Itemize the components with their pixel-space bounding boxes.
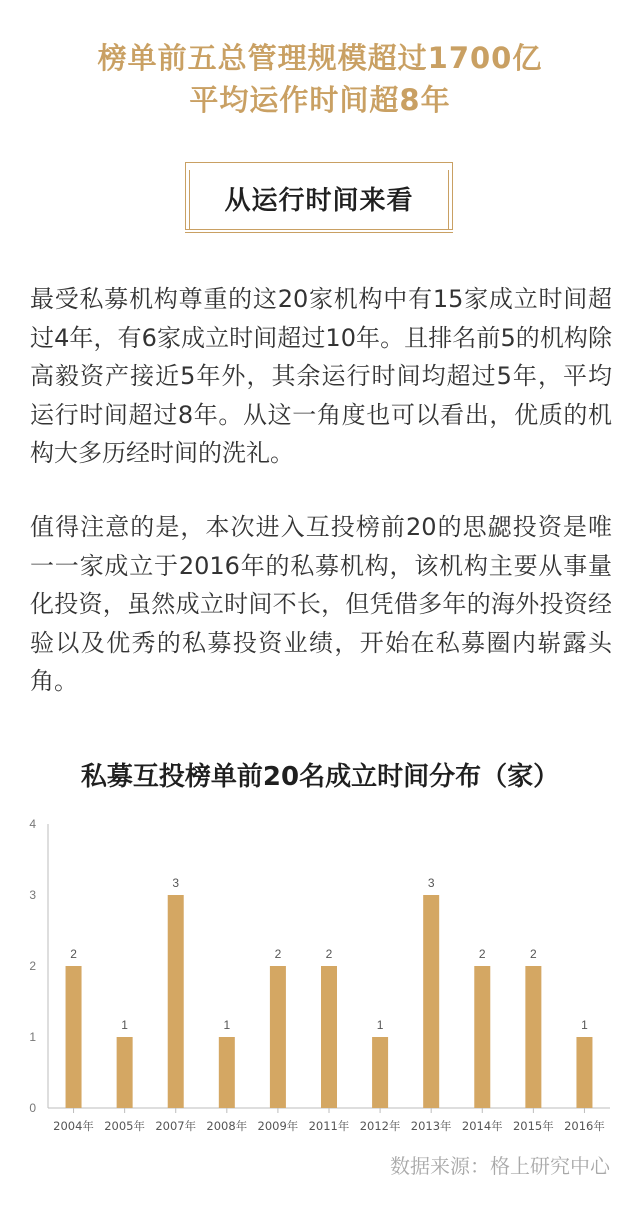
y-tick-label: 1 <box>29 1030 36 1044</box>
bar <box>321 966 337 1108</box>
bar-value-label: 2 <box>70 947 77 961</box>
bar <box>66 966 82 1108</box>
x-tick-label: 2015年 <box>512 1119 554 1133</box>
bar <box>117 1037 133 1108</box>
x-tick-label: 2011年 <box>308 1119 350 1133</box>
headline-line-2: 平均运作时间超8年 <box>189 83 451 117</box>
paragraph-2: 值得注意的是，本次进入互投榜前20的思勰投资是唯一一家成立于2016年的私募机构，该机构主要从事量化投资，虽然成立时间不长，但凭借多年的海外投资经验以及优秀的私募投资业绩，开始在私募圈内崭露头角。 <box>30 513 612 695</box>
x-tick-label: 2014年 <box>461 1119 503 1133</box>
chart-title: 私募互投榜单前20名成立时间分布（家） <box>80 762 560 792</box>
y-tick-label: 0 <box>29 1101 36 1115</box>
bar-value-label: 3 <box>427 876 435 890</box>
x-tick-label: 2016年 <box>564 1119 605 1133</box>
bar-value-label: 1 <box>121 1018 128 1032</box>
bar <box>219 1037 235 1108</box>
bar <box>270 966 286 1108</box>
bar <box>474 966 490 1108</box>
bar <box>525 966 541 1108</box>
bar-value-label: 2 <box>530 947 537 961</box>
data-source: 数据来源：格上研究中心 <box>390 1154 610 1178</box>
x-tick-label: 2013年 <box>410 1119 452 1133</box>
bar-value-label: 2 <box>478 947 486 961</box>
x-tick-label: 2008年 <box>206 1119 248 1133</box>
bar-value-label: 1 <box>223 1018 231 1032</box>
x-tick-label: 2005年 <box>104 1119 146 1133</box>
bar <box>168 895 184 1108</box>
section-title: 从运行时间来看 <box>224 186 414 216</box>
headline-line-1: 榜单前五总管理规模超过1700亿 <box>97 41 543 75</box>
x-tick-label: 2012年 <box>359 1119 401 1133</box>
y-tick-label: 4 <box>29 817 36 831</box>
x-tick-label: 2007年 <box>155 1119 197 1133</box>
section-title-frame <box>185 162 453 230</box>
bar-value-label: 2 <box>274 947 282 961</box>
paragraph-1: 最受私募机构尊重的这20家机构中有15家成立时间超过4年，有6家成立时间超过10年。且排名前5的机构除高毅资产接近5年外，其余运行时间均超过5年，平均运行时间超过8年。从这一角度也可以看出，优质的机构大多历经时间的洗礼。 <box>30 285 612 467</box>
x-tick-label: 2009年 <box>257 1119 299 1133</box>
bar <box>423 895 439 1108</box>
y-tick-label: 2 <box>29 959 36 973</box>
bar <box>576 1037 592 1108</box>
bar-value-label: 1 <box>376 1018 384 1032</box>
bar-chart <box>0 808 640 1138</box>
bar-value-label: 2 <box>325 947 333 961</box>
x-tick-label: 2004年 <box>53 1119 94 1133</box>
bar <box>372 1037 388 1108</box>
bar-value-label: 3 <box>172 876 180 890</box>
y-tick-label: 3 <box>29 888 36 902</box>
bar-value-label: 1 <box>581 1018 588 1032</box>
